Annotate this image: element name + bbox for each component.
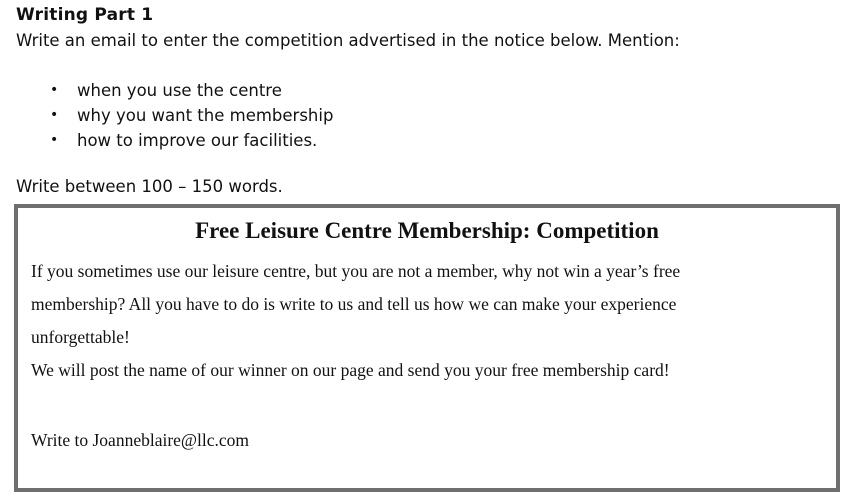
notice-box (14, 204, 840, 492)
task-instruction: Write an email to enter the competition advertised in the notice below. Mention: (16, 31, 680, 50)
bullet-icon: • (50, 107, 59, 123)
notice-title: Free Leisure Centre Membership: Competition (195, 218, 659, 243)
list-item-text: why you want the membership (77, 106, 334, 125)
word-limit: Write between 100 – 150 words. (16, 177, 283, 196)
bullet-icon: • (50, 82, 59, 98)
notice-line: unforgettable! (31, 327, 130, 347)
list-item (48, 78, 333, 103)
notice-line: membership? All you have to do is write to us and tell us how we can make your experience (31, 294, 677, 314)
list-item-text: how to improve our facilities. (77, 131, 318, 150)
list-item (48, 128, 333, 153)
notice-body (31, 255, 831, 387)
notice-line: We will post the name of our winner on our page and send you your free membership card! (31, 360, 670, 380)
list-item-text: when you use the centre (77, 81, 282, 100)
notice-contact: Write to Joanneblaire@llc.com (31, 430, 250, 450)
bullet-icon: • (50, 132, 59, 148)
notice-line: If you sometimes use our leisure centre, but you are not a member, why not win a year’s free (31, 261, 681, 281)
task-heading: Writing Part 1 (16, 5, 154, 25)
mention-list (48, 78, 333, 153)
list-item (48, 103, 333, 128)
